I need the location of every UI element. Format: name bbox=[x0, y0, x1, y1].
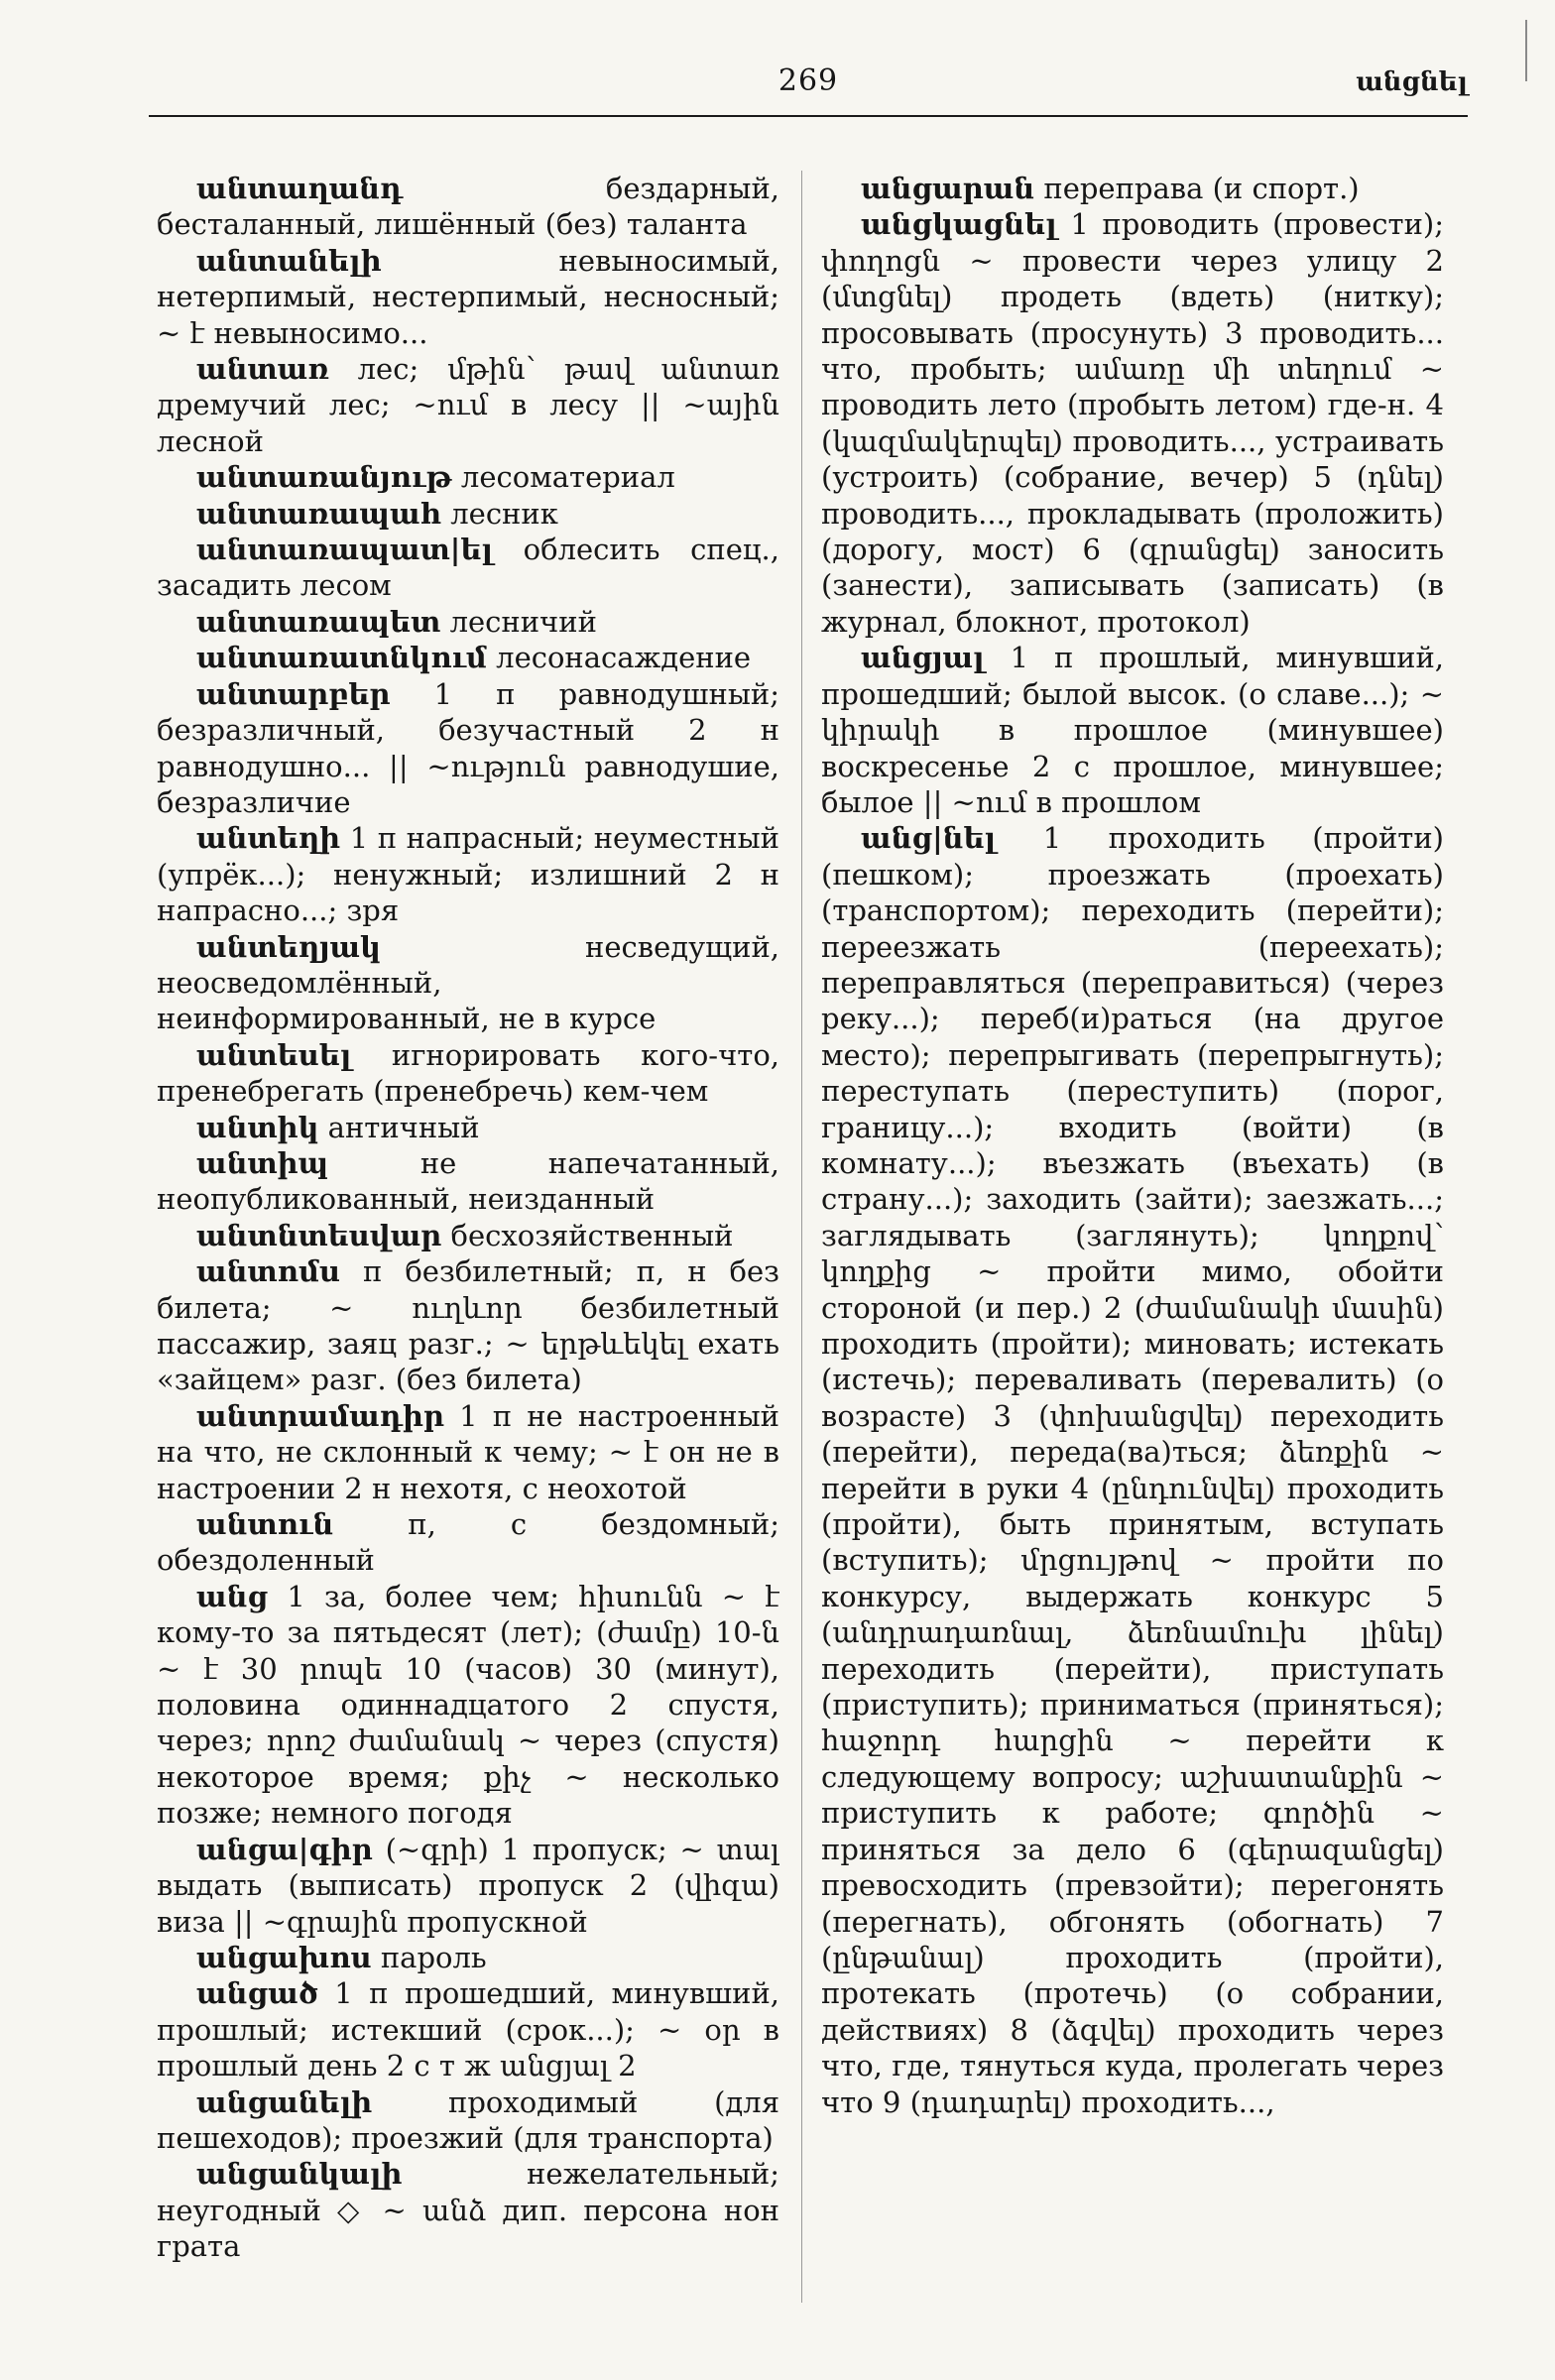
headword: անտարբեր bbox=[196, 676, 391, 711]
dictionary-entry bbox=[157, 459, 779, 495]
headword: անտառ bbox=[196, 352, 329, 387]
definition: 1 п равнодушный; безразличный, безучастный 2 н равнодушно... || ~ություն равнодушие, безразличие bbox=[157, 676, 779, 819]
dictionary-entry bbox=[157, 1398, 779, 1506]
headword: անց|նել bbox=[861, 821, 997, 856]
definition: облесить спец., засадить лесом bbox=[157, 533, 779, 603]
dictionary-entry bbox=[157, 1940, 779, 1975]
headword: անտոմս bbox=[196, 1254, 340, 1289]
dictionary-entry bbox=[157, 1832, 779, 1940]
definition: лесничий bbox=[449, 604, 597, 639]
definition: п безбилетный; п, н без билета; ~ ուղևոր безбилетный пассажир, заяц разг.; ~ երթևեկել ехать «зайцем» разг. (без билета) bbox=[157, 1254, 779, 1397]
dictionary-entry bbox=[157, 1506, 779, 1579]
headword: անցյալ bbox=[861, 641, 985, 675]
dictionary-entry bbox=[157, 171, 779, 243]
definition: (~գրի) 1 пропуск; ~ տալ выдать (выписать) пропуск 2 (վիզա) виза || ~գրային пропускной bbox=[157, 1832, 779, 1939]
page-number: 269 bbox=[778, 63, 839, 98]
headword: անցանելի bbox=[196, 2084, 373, 2119]
definition: 1 проводить (провести); փողոցն ~ провести через улицу 2 (մտցնել) продеть (вдеть) (нитку); просовывать (просунуть) 3 проводить... что, пробыть; ամառը մի տեղում ~ проводить лето (пробыть летом) где-н. 4 (կազմակերպել) проводить..., устраивать (устроить) (собрание, вечер) 5 (դնել) проводить..., прокладывать (проложить) (дорогу, мост) 6 (գրանցել) заносить (занести), записывать (записать) (в журнал, блокнот, протокол) bbox=[821, 207, 1444, 639]
dictionary-entry bbox=[157, 1037, 779, 1110]
headword: անտառապատ|ել bbox=[196, 533, 494, 567]
dictionary-entry bbox=[157, 604, 779, 640]
dictionary-entry bbox=[157, 351, 779, 459]
definition: античный bbox=[327, 1110, 480, 1144]
definition: проходимый (для пешеходов); проезжий (для транспорта) bbox=[157, 2084, 779, 2155]
headword: անտառանյութ bbox=[196, 460, 452, 495]
header-rule bbox=[149, 115, 1468, 117]
definition: переправа (и спорт.) bbox=[1043, 172, 1360, 205]
dictionary-entry bbox=[821, 206, 1444, 640]
headword: անտառապետ bbox=[196, 604, 441, 639]
definition: нежелательный; неугодный ◇ ~ անձ дип. персона нон грата bbox=[157, 2157, 779, 2264]
dictionary-entry bbox=[821, 171, 1444, 206]
dictionary-entry bbox=[157, 1110, 779, 1145]
dictionary-entry bbox=[157, 676, 779, 821]
dictionary-entry bbox=[157, 1579, 779, 1832]
definition: 1 проходить (пройти) (пешком); проезжать (проехать) (транспортом); переходить (перейти); переезжать (переехать); переправляться (переправиться) (через реку...); переб(и)раться (на другое место); перепрыгивать (перепрыгнуть); переступать (переступить) (порог, границу...); входить (войти) (в комнату...); въезжать (въехать) (в страну...); заходить (зайти); заезжать...; заглядывать (заглянуть); կողքով՝ կողքից ~ пройти мимо, обойти стороной (и пер.) 2 (ժամանակի մասին) проходить (пройти); миновать; истекать (истечь); переваливать (перевалить) (о возрасте) 3 (փոխանցվել) переходить (перейти), переда(ва)ться; ձեռքին ~ перейти в руки 4 (ընդունվել) проходить (пройти), быть принятым, вступать (вступить); մրցույթով ~ пройти по конкурсу, выдержать конкурс 5 (անդրադառնալ, ձեռնամուխ լինել) переходить (перейти), приступать (приступить); приниматься (приняться); հաջորդ հարցին ~ перейти к следующему вопросу; աշխատանքին ~ приступить к работе; գործին ~ приняться за дело 6 (գերազանցել) превосходить (превзойти); перегонять (перегнать), обгонять (обогнать) 7 (ընթանալ) проходить (пройти), протекать (протечь) (о собрании, действиях) 8 (ձգվել) проходить через что, где, тянуться куда, пролегать через что 9 (դադարել) проходить..., bbox=[821, 821, 1444, 2119]
definition: лесоматериал bbox=[460, 460, 675, 495]
headword: անցարան bbox=[861, 172, 1035, 205]
headword: անցած bbox=[196, 1976, 318, 2011]
definition: 1 п прошедший, минувший, прошлый; истекший (срок...); ~ օր в прошлый день 2 с т ж անցյալ 2 bbox=[157, 1976, 779, 2083]
headword: անտիկ bbox=[196, 1110, 319, 1144]
margin-mark bbox=[1525, 20, 1527, 81]
dictionary-entry bbox=[157, 2156, 779, 2264]
headword: անտիպ bbox=[196, 1145, 329, 1180]
definition: 1 п прошлый, минувший, прошедший; былой высок. (о славе...); ~ կիրակի в прошлое (минувшее) воскресенье 2 с прошлое, минувшее; былое || ~ում в прошлом bbox=[821, 641, 1444, 819]
headword: անտեղյակ bbox=[196, 929, 381, 964]
dictionary-entry bbox=[157, 640, 779, 675]
dictionary-entry bbox=[157, 820, 779, 928]
headword: անտրամադիր bbox=[196, 1398, 444, 1433]
running-head: անցնել bbox=[1356, 67, 1468, 97]
headword: անցկացնել bbox=[861, 207, 1057, 242]
dictionary-entry bbox=[157, 532, 779, 604]
definition: 1 п напрасный; неуместный (упрёк...); ненужный; излишний 2 н напрасно...; зря bbox=[157, 821, 779, 928]
dictionary-entry bbox=[157, 243, 779, 351]
dictionary-entry bbox=[157, 496, 779, 532]
dictionary-entry bbox=[157, 929, 779, 1037]
headword: անտեսել bbox=[196, 1037, 352, 1072]
headword: անցանկալի bbox=[196, 2157, 403, 2192]
right-column bbox=[821, 171, 1444, 2313]
dictionary-entry bbox=[157, 1145, 779, 1218]
headword: անտնտեսվար bbox=[196, 1218, 442, 1252]
definition: несведущий, неосведомлённый, неинформированный, не в курсе bbox=[157, 929, 779, 1036]
column-divider bbox=[801, 171, 802, 2303]
definition: п, с бездомный; обездоленный bbox=[157, 1507, 779, 1578]
page-header bbox=[149, 61, 1468, 125]
dictionary-entry bbox=[821, 820, 1444, 2120]
headword: անց bbox=[196, 1579, 269, 1613]
headword: անտաղանդ bbox=[196, 172, 404, 205]
definition: лес; մթին՝ թավ անտառ дремучий лес; ~ում в лесу || ~ային лесной bbox=[157, 352, 779, 458]
headword: անտառապահ bbox=[196, 496, 442, 531]
definition: бездарный, бесталанный, лишённый (без) таланта bbox=[157, 172, 779, 242]
definition: пароль bbox=[380, 1940, 487, 1974]
definition: 1 за, более чем; հիսունն ~ է кому-то за пятьдесят (лет); (ժամը) 10-ն ~ է 30 րոպե 10 (часов) 30 (минут), половина одиннадцатого 2 спустя, через; որոշ ժամանակ ~ через (спустя) некоторое время; քիչ ~ несколько позже; немного погодя bbox=[157, 1579, 779, 1831]
dictionary-entry bbox=[157, 1253, 779, 1398]
definition: игнорировать кого-что, пренебрегать (пренебречь) кем-чем bbox=[157, 1037, 779, 1109]
left-column bbox=[157, 171, 779, 2313]
headword: անտանելի bbox=[196, 243, 382, 278]
headword: անցախոս bbox=[196, 1940, 372, 1974]
headword: անտառատնկում bbox=[196, 641, 487, 675]
dictionary-entry bbox=[157, 2084, 779, 2157]
definition: бесхозяйственный bbox=[450, 1218, 734, 1252]
dictionary-entry bbox=[157, 1975, 779, 2083]
dictionary-entry bbox=[821, 640, 1444, 820]
headword: անցա|գիր bbox=[196, 1832, 373, 1866]
headword: անտուն bbox=[196, 1507, 334, 1542]
definition: невыносимый, нетерпимый, нестерпимый, несносный; ~ է невыносимо... bbox=[157, 243, 779, 350]
headword: անտեղի bbox=[196, 821, 341, 856]
definition: не напечатанный, неопубликованный, неизданный bbox=[157, 1145, 779, 1217]
definition: лесник bbox=[450, 496, 558, 531]
definition: лесонасаждение bbox=[496, 641, 752, 675]
definition: 1 п не настроенный на что, не склонный к чему; ~ է он не в настроении 2 н нехотя, с неохотой bbox=[157, 1398, 779, 1505]
dictionary-entry bbox=[157, 1218, 779, 1253]
